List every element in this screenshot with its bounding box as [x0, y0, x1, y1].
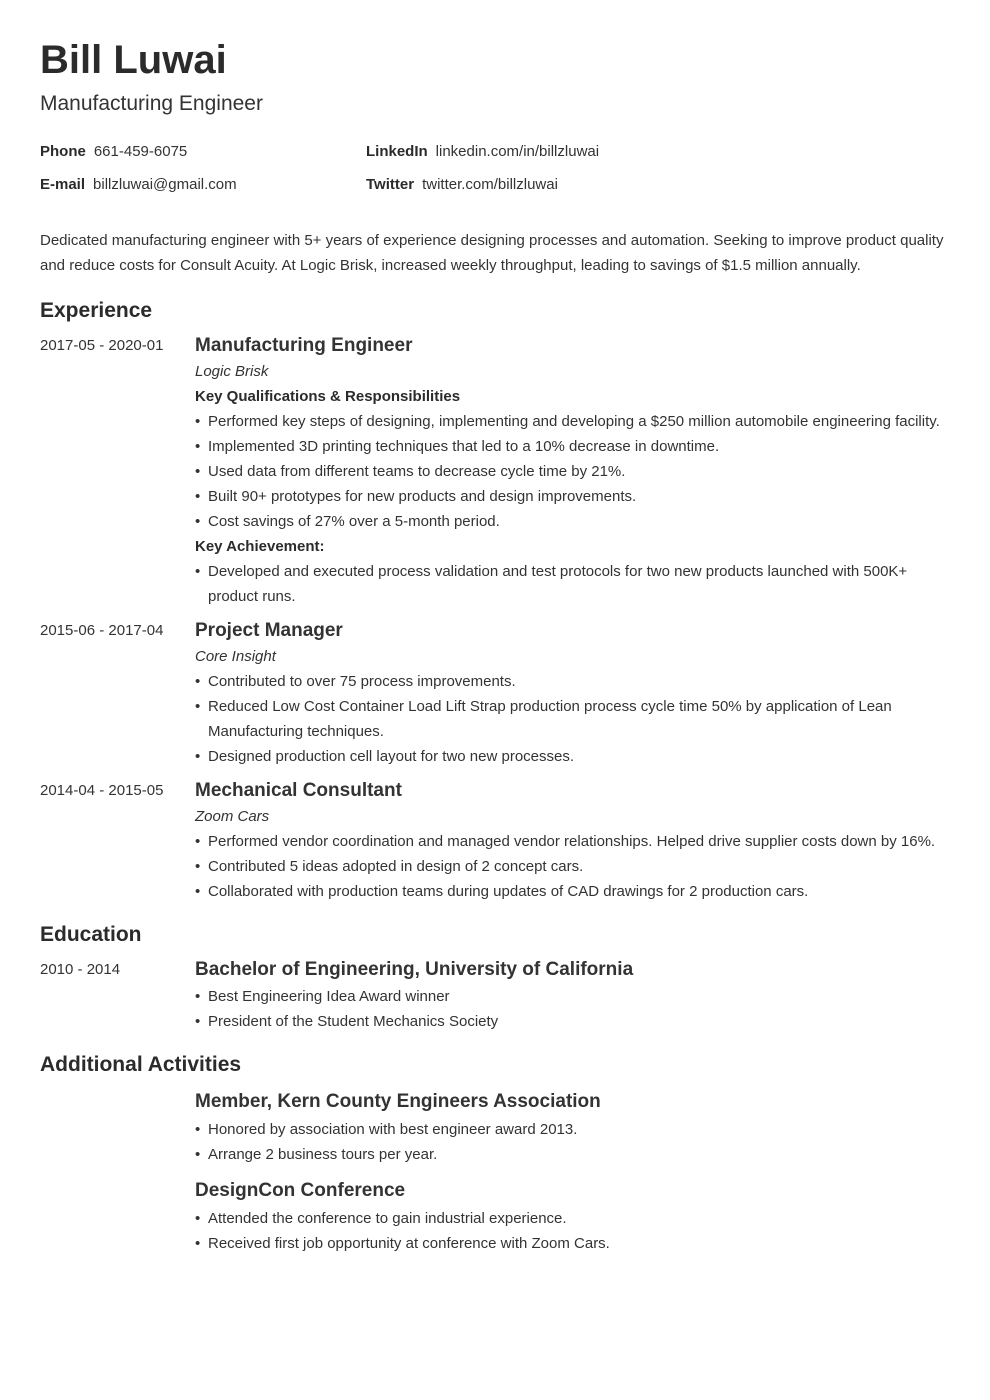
section-heading-education: Education	[40, 923, 142, 946]
entry-dates: 2015-06 - 2017-04	[40, 622, 164, 639]
activity-entry	[195, 1090, 950, 1167]
list-item: • Reduced Low Cost Container Load Lift Strap production process cycle time 50% by application of Lean Manufacturing techniques.	[195, 694, 950, 744]
entry-dates: 2014-04 - 2015-05	[40, 782, 164, 799]
list-item: • Developed and executed process validation and test protocols for two new products launched with 500K+ product runs.	[195, 559, 950, 609]
company-name: Logic Brisk	[195, 363, 269, 380]
professional-summary: Dedicated manufacturing engineer with 5+ years of experience designing processes and automation. Seeking to improve product quality and reduce costs for Consult Acuity. At Logic Brisk, increased weekly throughput, leading to savings of $1.5 million annually.	[40, 232, 944, 274]
candidate-title: Manufacturing Engineer	[40, 92, 263, 115]
experience-entry	[40, 334, 950, 609]
section-heading-activities: Additional Activities	[40, 1053, 242, 1076]
list-item: • Attended the conference to gain industrial experience.	[195, 1206, 950, 1231]
contact-linkedin	[366, 142, 950, 161]
degree-title: Bachelor of Engineering, University of California	[195, 959, 634, 980]
activity-title: Member, Kern County Engineers Association	[195, 1091, 601, 1112]
experience-entry	[40, 619, 950, 769]
contact-label: Phone	[40, 143, 86, 160]
contact-label: E-mail	[40, 176, 86, 193]
activity-title: DesignCon Conference	[195, 1180, 406, 1201]
contact-label: Twitter	[366, 176, 415, 193]
job-title: Mechanical Consultant	[195, 780, 402, 801]
contact-email	[40, 175, 366, 194]
contact-value: linkedin.com/in/billzluwai	[435, 143, 600, 160]
list-item: • Cost savings of 27% over a 5-month period.	[195, 509, 950, 534]
list-item: • Best Engineering Idea Award winner	[195, 984, 950, 1009]
list-item: • Arrange 2 business tours per year.	[195, 1142, 950, 1167]
responsibility-list	[195, 669, 950, 769]
candidate-name: Bill Luwai	[40, 38, 227, 82]
responsibility-list	[195, 409, 950, 534]
responsibility-list	[195, 829, 950, 904]
entry-dates: 2010 - 2014	[40, 961, 121, 978]
contact-twitter	[366, 175, 950, 194]
list-item: • Designed production cell layout for two new processes.	[195, 744, 950, 769]
education-entry	[40, 958, 950, 1034]
company-name: Zoom Cars	[195, 808, 270, 825]
contact-info	[40, 142, 950, 194]
contact-value: billzluwai@gmail.com	[93, 176, 237, 193]
job-title: Manufacturing Engineer	[195, 335, 413, 356]
section-heading-experience: Experience	[40, 299, 153, 322]
list-item: • Built 90+ prototypes for new products and design improvements.	[195, 484, 950, 509]
list-item: • Used data from different teams to decrease cycle time by 21%.	[195, 459, 950, 484]
contact-value: twitter.com/billzluwai	[422, 176, 558, 193]
company-name: Core Insight	[195, 648, 276, 665]
list-item: • Contributed 5 ideas adopted in design of 2 concept cars.	[195, 854, 950, 879]
list-item: • Contributed to over 75 process improvements.	[195, 669, 950, 694]
qualifications-heading: Key Qualifications & Responsibilities	[195, 388, 461, 405]
list-item: • President of the Student Mechanics Society	[195, 1009, 950, 1034]
activity-list	[195, 1206, 950, 1256]
entry-dates: 2017-05 - 2020-01	[40, 337, 164, 354]
list-item: • Collaborated with production teams during updates of CAD drawings for 2 production cars.	[195, 879, 950, 904]
activity-entry	[195, 1179, 950, 1256]
contact-label: LinkedIn	[366, 143, 428, 160]
list-item: • Implemented 3D printing techniques that led to a 10% decrease in downtime.	[195, 434, 950, 459]
education-list	[195, 984, 950, 1034]
list-item: • Honored by association with best engineer award 2013.	[195, 1117, 950, 1142]
list-item: • Performed key steps of designing, implementing and developing a $250 million automobile engineering facility.	[195, 409, 950, 434]
activity-list	[195, 1117, 950, 1167]
list-item: • Performed vendor coordination and managed vendor relationships. Helped drive supplier costs down by 16%.	[195, 829, 950, 854]
contact-value: 661-459-6075	[93, 143, 188, 160]
job-title: Project Manager	[195, 620, 343, 641]
experience-entry	[40, 779, 950, 904]
achievement-list	[195, 559, 950, 609]
achievement-heading: Key Achievement:	[195, 538, 325, 555]
list-item: • Received first job opportunity at conference with Zoom Cars.	[195, 1231, 950, 1256]
contact-phone	[40, 142, 366, 161]
